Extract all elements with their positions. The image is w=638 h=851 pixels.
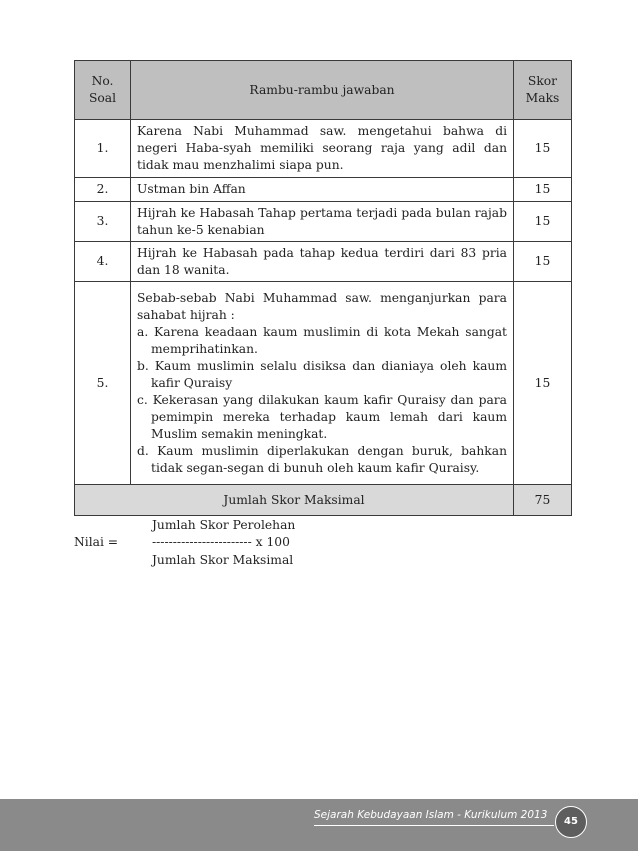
header-score-line2: Maks xyxy=(525,91,560,105)
answer-text xyxy=(131,282,514,485)
header-rambu-jawaban: Rambu-rambu jawaban xyxy=(131,61,514,120)
row-number: 1. xyxy=(75,120,131,178)
header-no-soal xyxy=(75,61,131,120)
answer-text: Hijrah ke Habasah Tahap pertama terjadi pada bulan rajab tahun ke-5 kenabian xyxy=(131,202,514,242)
row-score: 15 xyxy=(514,242,572,282)
row-score: 15 xyxy=(514,202,572,242)
header-no-line1: No. xyxy=(91,74,114,88)
row-number: 5. xyxy=(75,282,131,485)
formula-divider: ------------------------ x 100 xyxy=(152,535,290,549)
answer-intro: Sebab-sebab Nabi Muhammad saw. menganjurkan para sahabat hijrah : xyxy=(137,290,507,322)
footer-book-title: Sejarah Kebudayaan Islam - Kurikulum 2013 xyxy=(314,809,548,821)
row-score: 15 xyxy=(514,120,572,178)
header-no-line2: Soal xyxy=(88,91,117,105)
answer-text: Hijrah ke Habasah pada tahap kedua terdiri dari 83 pria dan 18 wanita. xyxy=(131,242,514,282)
answer-item-b: b. Kaum muslimin selalu disiksa dan dianiaya oleh kaum kafir Quraisy xyxy=(137,358,507,390)
total-label: Jumlah Skor Maksimal xyxy=(75,485,514,516)
answer-item-d: d. Kaum muslimin diperlakukan dengan buruk, bahkan tidak segan-segan di bunuh oleh kaum kafir Quraisy. xyxy=(137,443,507,475)
table-row xyxy=(75,178,572,202)
row-number: 3. xyxy=(75,202,131,242)
page-number-badge: 45 xyxy=(555,806,587,838)
answer-item-a: a. Karena keadaan kaum muslimin di kota Mekah sangat memprihatinkan. xyxy=(137,324,507,356)
formula-label: Nilai = xyxy=(74,535,119,549)
answer-item-c: c. Kekerasan yang dilakukan kaum kafir Quraisy dan para pemimpin mereka terhadap kaum lemah dari kaum Muslim semakin meningkat. xyxy=(137,392,507,441)
row-score: 15 xyxy=(514,282,572,485)
answer-text: Ustman bin Affan xyxy=(131,178,514,202)
table-row xyxy=(75,202,572,242)
answer-key-table xyxy=(74,60,572,516)
table-row xyxy=(75,242,572,282)
row-number: 2. xyxy=(75,178,131,202)
total-score: 75 xyxy=(514,485,572,516)
header-score-line1: Skor xyxy=(527,74,558,88)
table-row xyxy=(75,120,572,178)
formula-numerator: Jumlah Skor Perolehan xyxy=(152,518,296,532)
header-skor-maks xyxy=(514,61,572,120)
answer-text: Karena Nabi Muhammad saw. mengetahui bahwa di negeri Haba-syah memiliki seorang raja yang adil dan tidak mau menzhalimi siapa pun. xyxy=(131,120,514,178)
row-score: 15 xyxy=(514,178,572,202)
table-header-row xyxy=(75,61,572,120)
footer-underline xyxy=(314,825,554,826)
row-number: 4. xyxy=(75,242,131,282)
total-row xyxy=(75,485,572,516)
formula-denominator: Jumlah Skor Maksimal xyxy=(152,553,294,567)
table-row xyxy=(75,282,572,485)
